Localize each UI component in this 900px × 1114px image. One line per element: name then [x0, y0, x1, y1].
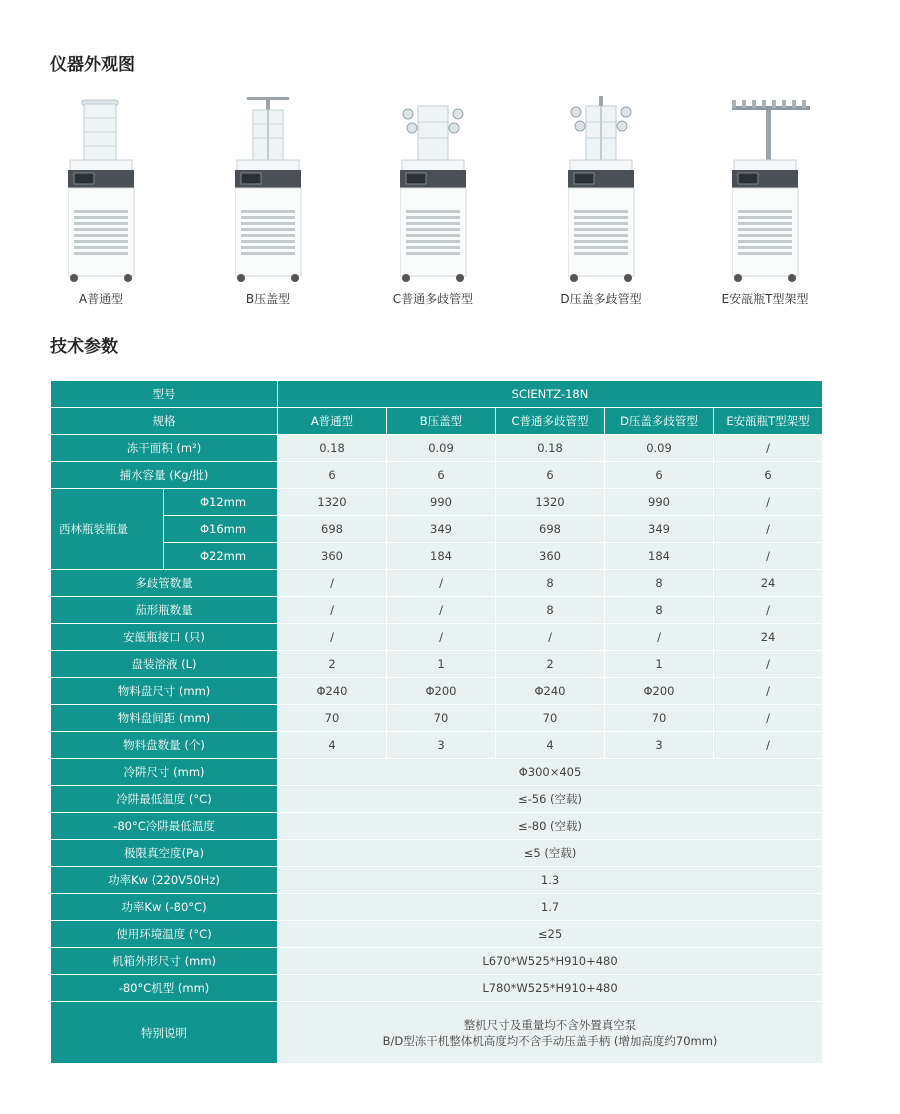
cell: Φ240 [278, 678, 387, 705]
row-label: 物料盘数量 (个) [51, 732, 278, 759]
merged-cell: L780*W525*H910+480 [278, 975, 823, 1002]
table-row [51, 570, 823, 597]
freeze-dryer-d-image [568, 92, 688, 287]
cell: 70 [605, 705, 714, 732]
row-label: 功率Kw (220V50Hz) [51, 867, 278, 894]
row-label: 冷阱尺寸 (mm) [51, 759, 278, 786]
table-row [51, 732, 823, 759]
product-b [235, 92, 355, 307]
table-row [51, 489, 823, 516]
product-gallery [50, 92, 840, 312]
cell: 349 [387, 516, 496, 543]
cell: 70 [387, 705, 496, 732]
product-d [560, 92, 688, 307]
table-row [51, 840, 823, 867]
note-line-2: B/D型冻干机整体机高度均不含手动压盖手柄 (增加高度约70mm) [382, 1033, 718, 1048]
params-title: 技术参数 [50, 337, 118, 357]
cell: / [387, 597, 496, 624]
product-c [392, 92, 520, 307]
cell: / [714, 678, 823, 705]
cell: 8 [605, 570, 714, 597]
product-e [721, 92, 852, 307]
cell: 3 [605, 732, 714, 759]
cell: Φ200 [605, 678, 714, 705]
row-label: 物料盘尺寸 (mm) [51, 678, 278, 705]
merged-cell: ≤-80 (空载) [278, 813, 823, 840]
cell: / [387, 570, 496, 597]
freeze-dryer-c-image [400, 92, 520, 287]
cell: 6 [605, 462, 714, 489]
cell: 360 [496, 543, 605, 570]
table-row [51, 597, 823, 624]
table-row [51, 894, 823, 921]
cell: 0.09 [605, 435, 714, 462]
merged-cell: 1.3 [278, 867, 823, 894]
model-value: SCIENTZ-18N [278, 381, 823, 408]
cell: 6 [496, 462, 605, 489]
table-row [51, 948, 823, 975]
table-row [51, 435, 823, 462]
column-header: B压盖型 [387, 408, 496, 435]
cell: 349 [605, 516, 714, 543]
vial-group-label: 西林瓶装瓶量 [51, 489, 164, 570]
cell: 2 [278, 651, 387, 678]
cell: 8 [496, 570, 605, 597]
row-label: Φ12mm [164, 489, 278, 516]
table-row [51, 624, 823, 651]
row-label: 极限真空度(Pa) [51, 840, 278, 867]
row-label: 多歧管数量 [51, 570, 278, 597]
row-label: 使用环境温度 (°C) [51, 921, 278, 948]
freeze-dryer-e-image [732, 92, 852, 287]
cell: 70 [496, 705, 605, 732]
cell: 24 [714, 624, 823, 651]
cell: / [278, 597, 387, 624]
cell: 184 [387, 543, 496, 570]
table-row [51, 867, 823, 894]
cell: 360 [278, 543, 387, 570]
cell: / [496, 624, 605, 651]
cell: 1 [605, 651, 714, 678]
table-row [51, 381, 823, 408]
cell: 8 [605, 597, 714, 624]
cell: 184 [605, 543, 714, 570]
cell: / [714, 732, 823, 759]
row-label: 盘装溶液 (L) [51, 651, 278, 678]
freeze-dryer-a-image [68, 92, 188, 287]
row-label: 捕水容量 (Kg/批) [51, 462, 278, 489]
table-row [51, 678, 823, 705]
row-label: 冻干面积 (m²) [51, 435, 278, 462]
table-row [51, 516, 823, 543]
row-label: -80°C冷阱最低温度 [51, 813, 278, 840]
cell: / [714, 543, 823, 570]
product-b-caption: B压盖型 [245, 292, 291, 306]
model-label: 型号 [51, 381, 278, 408]
cell: 990 [605, 489, 714, 516]
cell: Φ240 [496, 678, 605, 705]
cell: / [714, 516, 823, 543]
table-row [51, 975, 823, 1002]
cell: 1 [387, 651, 496, 678]
merged-cell: Φ300×405 [278, 759, 823, 786]
cell: / [714, 597, 823, 624]
note-cell [278, 1002, 823, 1064]
cell: 990 [387, 489, 496, 516]
product-d-caption: D压盖多歧管型 [560, 292, 642, 306]
cell: 6 [714, 462, 823, 489]
product-a-caption: A普通型 [78, 292, 124, 306]
row-label: -80°C机型 (mm) [51, 975, 278, 1002]
cell: 4 [278, 732, 387, 759]
row-label: Φ16mm [164, 516, 278, 543]
cell: 3 [387, 732, 496, 759]
product-a [68, 92, 188, 307]
column-header: D压盖多歧管型 [605, 408, 714, 435]
row-label: 物料盘间距 (mm) [51, 705, 278, 732]
product-e-caption: E安瓿瓶T型架型 [721, 292, 809, 306]
table-row [51, 462, 823, 489]
cell: 24 [714, 570, 823, 597]
cell: 0.18 [278, 435, 387, 462]
column-header: E安瓿瓶T型架型 [714, 408, 823, 435]
table-row [51, 813, 823, 840]
cell: 8 [496, 597, 605, 624]
cell: 70 [278, 705, 387, 732]
row-label: Φ22mm [164, 543, 278, 570]
merged-cell: ≤25 [278, 921, 823, 948]
cell: 0.18 [496, 435, 605, 462]
appearance-title: 仪器外观图 [50, 55, 135, 75]
cell: 698 [496, 516, 605, 543]
freeze-dryer-b-image [235, 92, 355, 287]
column-header: C普通多歧管型 [496, 408, 605, 435]
row-label: 安瓿瓶接口 (只) [51, 624, 278, 651]
cell: / [278, 570, 387, 597]
cell: / [714, 651, 823, 678]
cell: 6 [387, 462, 496, 489]
cell: 4 [496, 732, 605, 759]
table-row [51, 543, 823, 570]
row-label: 茄形瓶数量 [51, 597, 278, 624]
cell: / [714, 435, 823, 462]
cell: Φ200 [387, 678, 496, 705]
cell: / [278, 624, 387, 651]
table-row [51, 786, 823, 813]
cell: 1320 [496, 489, 605, 516]
table-row [51, 759, 823, 786]
merged-cell: ≤5 (空载) [278, 840, 823, 867]
merged-cell: 1.7 [278, 894, 823, 921]
note-line-1: 整机尺寸及重量均不含外置真空泵 [463, 1017, 637, 1032]
cell: / [605, 624, 714, 651]
table-row [51, 705, 823, 732]
cell: 0.09 [387, 435, 496, 462]
row-label: 冷阱最低温度 (°C) [51, 786, 278, 813]
row-label: 功率Kw (-80°C) [51, 894, 278, 921]
cell: / [387, 624, 496, 651]
cell: 6 [278, 462, 387, 489]
product-c-caption: C普通多歧管型 [392, 292, 474, 306]
cell: 698 [278, 516, 387, 543]
table-row [51, 1002, 823, 1064]
table-row [51, 921, 823, 948]
row-label: 机箱外形尺寸 (mm) [51, 948, 278, 975]
table-row [51, 651, 823, 678]
cell: / [714, 489, 823, 516]
cell: / [714, 705, 823, 732]
table-row [51, 408, 823, 435]
column-header: A普通型 [278, 408, 387, 435]
merged-cell: L670*W525*H910+480 [278, 948, 823, 975]
spec-table [50, 380, 823, 1064]
note-label: 特别说明 [51, 1002, 278, 1064]
merged-cell: ≤-56 (空载) [278, 786, 823, 813]
spec-label: 规格 [51, 408, 278, 435]
cell: 1320 [278, 489, 387, 516]
cell: 2 [496, 651, 605, 678]
